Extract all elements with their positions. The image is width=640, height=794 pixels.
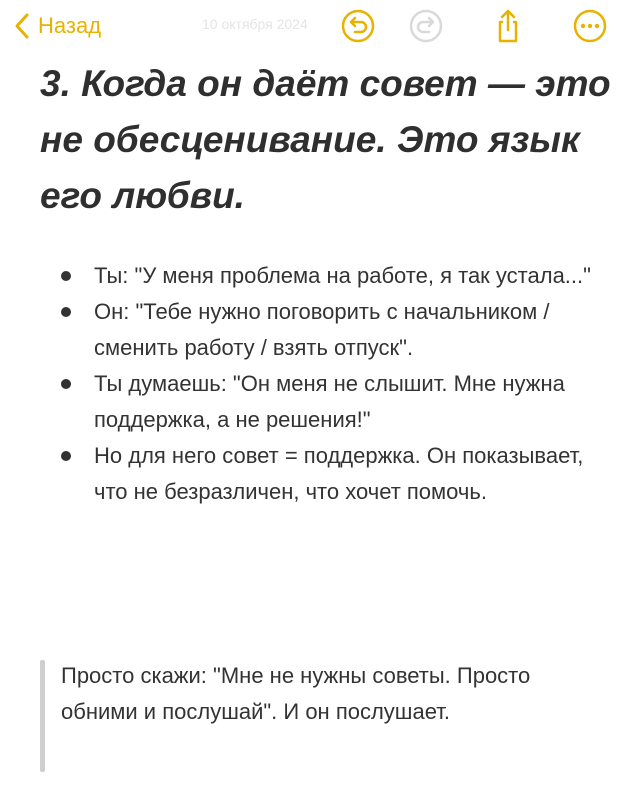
redo-icon bbox=[408, 8, 444, 44]
note-date: 10 октября 2024 bbox=[202, 16, 308, 32]
bullet-list bbox=[54, 258, 594, 510]
toolbar bbox=[0, 0, 640, 52]
quote-bar bbox=[40, 660, 45, 772]
list-item[interactable] bbox=[54, 258, 594, 294]
block-quote[interactable] bbox=[40, 660, 600, 772]
bullet-icon bbox=[61, 271, 71, 281]
list-item[interactable] bbox=[54, 366, 594, 438]
back-button[interactable] bbox=[14, 10, 101, 42]
share-button[interactable] bbox=[490, 8, 526, 44]
list-item-text: Ты думаешь: "Он меня не слышит. Мне нужна поддержка, а не решения!" bbox=[94, 371, 565, 432]
more-icon bbox=[572, 8, 608, 44]
share-icon bbox=[490, 8, 526, 44]
quote-text: Просто скажи: "Мне не нужны советы. Просто обними и послушай". И он послушает. bbox=[61, 663, 531, 724]
redo-button[interactable] bbox=[408, 8, 444, 44]
list-item-text: Но для него совет = поддержка. Он показывает, что не безразличен, что хочет помочь. bbox=[94, 443, 584, 504]
list-item-text: Он: "Тебе нужно поговорить с начальником / сменить работу / взять отпуск". bbox=[94, 299, 550, 360]
more-button[interactable] bbox=[572, 8, 608, 44]
bullet-icon bbox=[61, 451, 71, 461]
list-item[interactable] bbox=[54, 438, 594, 510]
chevron-left-icon bbox=[14, 12, 30, 40]
list-item-text: Ты: "У меня проблема на работе, я так устала..." bbox=[94, 263, 591, 288]
undo-icon bbox=[340, 8, 376, 44]
bullet-icon bbox=[61, 379, 71, 389]
bullet-icon bbox=[61, 307, 71, 317]
undo-button[interactable] bbox=[340, 8, 376, 44]
list-item[interactable] bbox=[54, 294, 594, 366]
note-heading[interactable]: 3. Когда он даёт совет — это не обесценивание. Это язык его любви. bbox=[40, 63, 611, 216]
back-label: Назад bbox=[38, 13, 102, 38]
